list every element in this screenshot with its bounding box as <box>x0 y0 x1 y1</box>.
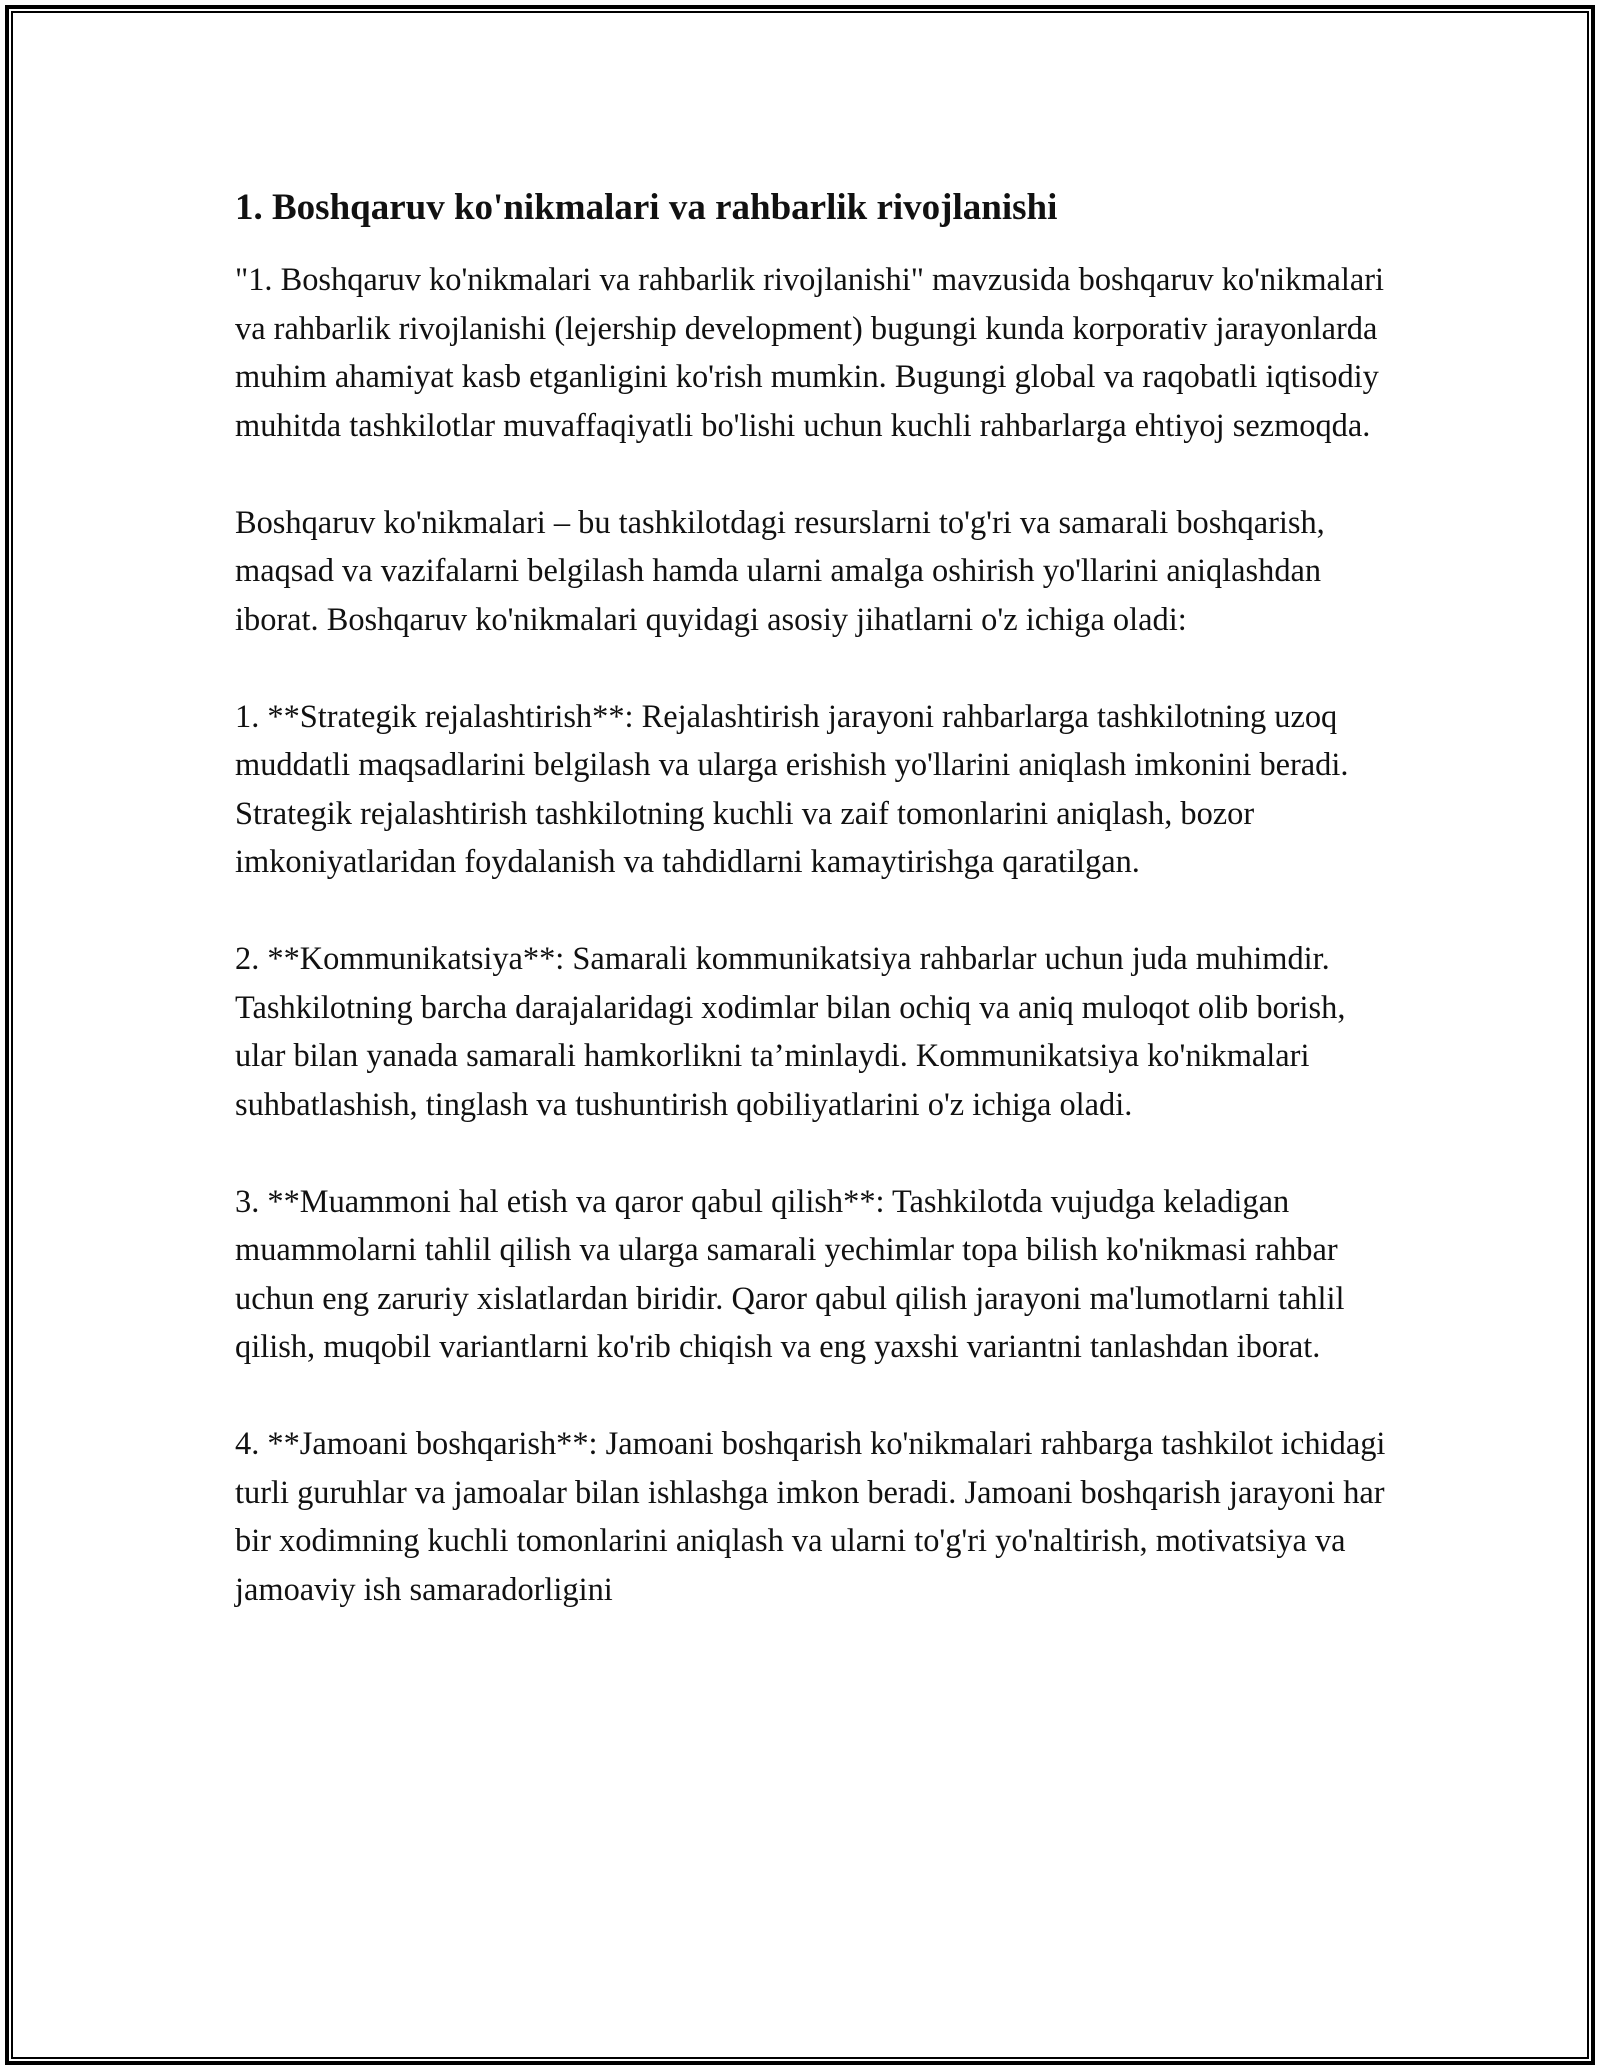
document-title: 1. Boshqaruv ko'nikmalari va rahbarlik rivojlanishi <box>235 187 1058 228</box>
paragraph-communication: 2. **Kommunikatsiya**: Samarali kommunikatsiya rahbarlar uchun juda muhimdir. Tashkilotning barcha darajalaridagi xodimlar bilan ochiq va aniq muloqot olib borish, ular bilan yanada samarali hamkorlikni ta’minlaydi. Kommunikatsiya ko'nikmalari suhbatlashish, tinglash va tushuntirish qobiliyatlarini o'z ichiga oladi. <box>235 941 1346 1123</box>
paragraph-definition: Boshqaruv ko'nikmalari – bu tashkilotdagi resurslarni to'g'ri va samarali boshqarish, maqsad va vazifalarni belgilash hamda ularni amalga oshirish yo'llarini aniqlashdan iborat. Boshqaruv ko'nikmalari quyidagi asosiy jihatlarni o'z ichiga oladi: <box>235 504 1325 638</box>
paragraph-intro: "1. Boshqaruv ko'nikmalari va rahbarlik rivojlanishi" mavzusida boshqaruv ko'nikmalari va rahbarlik rivojlanishi (lejership development) bugungi kunda korporativ jarayonlarda muhim ahamiyat kasb etganligini ko'rish mumkin. Bugungi global va raqobatli iqtisodiy muhitda tashkilotlar muvaffaqiyatli bo'lishi uchun kuchli rahbarlarga ehtiyoj sezmoqda. <box>235 262 1385 444</box>
paragraph-strategic-planning: 1. **Strategik rejalashtirish**: Rejalashtirish jarayoni rahbarlarga tashkilotning uzoq muddatli maqsadlarini belgilash va ularga erishish yo'llarini aniqlash imkonini beradi. Strategik rejalashtirish tashkilotning kuchli va zaif tomonlarini aniqlash, bozor imkoniyatlaridan foydalanish va tahdidlarni kamaytirishga qaratilgan. <box>235 698 1349 881</box>
paragraph-problem-solving: 3. **Muammoni hal etish va qaror qabul qilish**: Tashkilotda vujudga keladigan muammolarni tahlil qilish va ularga samarali yechimlar topa bilish ko'nikmasi rahbar uchun eng zaruriy xislatlardan biridir. Qaror qabul qilish jarayoni ma'lumotlarni tahlil qilish, muqobil variantlarni ko'rib chiqish va eng yaxshi variantni tanlashdan iborat. <box>235 1183 1345 1366</box>
document-body <box>235 184 1390 1663</box>
paragraph-team-management: 4. **Jamoani boshqarish**: Jamoani boshqarish ko'nikmalari rahbarga tashkilot ichidagi turli guruhlar va jamoalar bilan ishlashga imkon beradi. Jamoani boshqarish jarayoni har bir xodimning kuchli tomonlarini aniqlash va ularni to'g'ri yo'naltirish, motivatsiya va jamoaviy ish samaradorligini <box>235 1426 1386 1608</box>
